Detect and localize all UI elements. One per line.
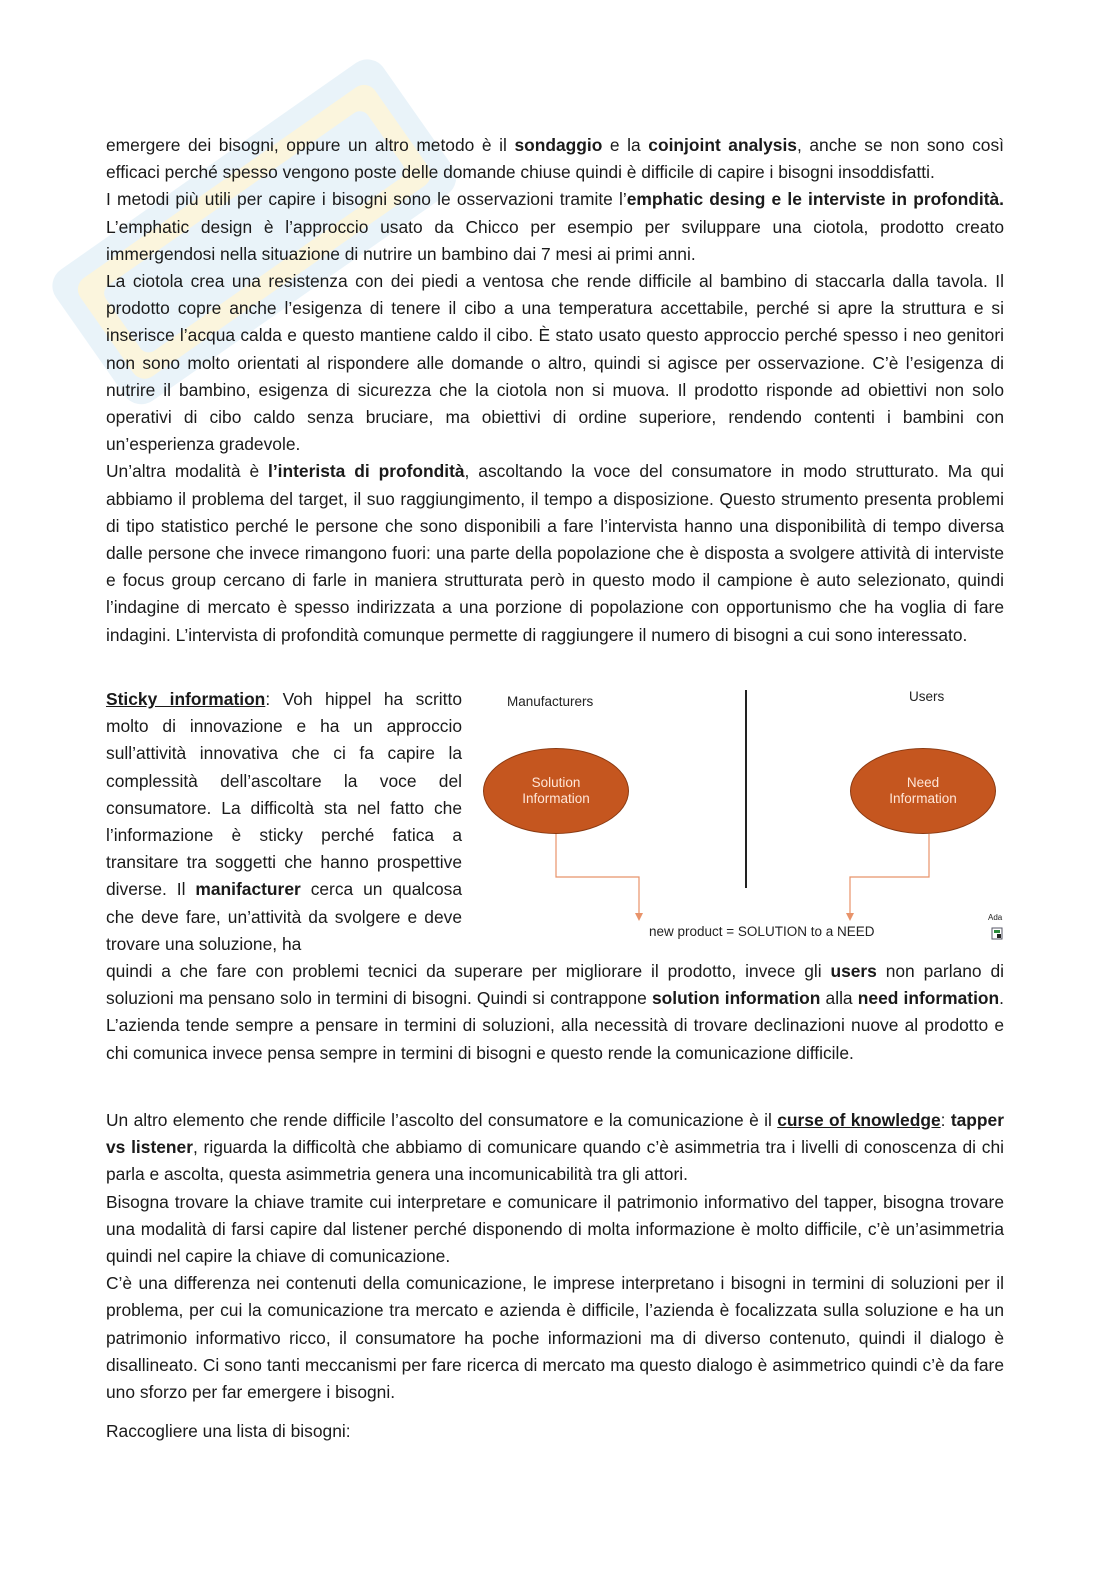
text-run: : Voh hippel ha scritto molto di innovazione e ha un approccio sull’attività innovativa che ci fa capire la complessità dell’ascoltare la voce del consumatore. La difficoltà sta nel fatto che l’informazione è sticky perché fatica a transitare tra soggetti che hanno prospettive diverse. Il	[106, 689, 462, 900]
bold-term-solution-information: solution information	[651, 988, 821, 1009]
text-run: non parlano di soluzioni ma pensano solo in termini di bisogni. Quindi si contrappone	[106, 961, 1004, 1009]
bold-term-interview: l’interista di profondità	[268, 461, 465, 482]
users-label: Users	[909, 689, 945, 704]
paragraph-methods	[106, 132, 1004, 186]
paragraph-users-solutions	[106, 958, 1004, 1067]
paragraph-curse-of-knowledge	[106, 1107, 1004, 1189]
text-run: quindi a che fare con problemi tecnici da superare per migliorare il prodotto, invece gli	[106, 961, 831, 981]
text-run: e la	[602, 135, 649, 155]
curse-of-knowledge-term: curse of knowledge	[777, 1110, 941, 1130]
paragraph-tapper: Bisogna trovare la chiave tramite cui interpretare e comunicare il patrimonio informativo del tapper, bisogna trovare una modalità di farsi capire dal listener perché disponendo di molta informazione è molto difficile, c’è un’asimmetria quindi nel capire la chiave di comunicazione.	[106, 1191, 1004, 1267]
text-run: Un altro elemento che rende difficile l’ascolto del consumatore e la comunicazione è il	[106, 1110, 778, 1130]
need-information-ellipse	[850, 748, 996, 834]
need-arrow	[850, 834, 929, 917]
bold-term-tapper-listener: tapper vs listener	[106, 1110, 1004, 1158]
body-text-middle	[106, 958, 1004, 1067]
corner-label: Ada	[988, 913, 1003, 922]
sticky-information-heading: Sticky information	[106, 689, 266, 709]
text-run: emergere dei bisogni, oppure un altro metodo è il	[106, 135, 515, 155]
paragraph-emphatic-design	[106, 186, 1004, 268]
bold-term-conjoint: coinjoint analysis	[648, 135, 797, 155]
text-run: , riguarda la difficoltà che abbiamo di comunicare quando c’è asimmetria tra i livelli di conoscenza di chi parla e ascolta, questa asimmetria genera una incomunicabilità tra gli attori.	[106, 1137, 1004, 1185]
arrow-head-right	[846, 913, 854, 921]
manufacturers-label: Manufacturers	[507, 694, 594, 709]
body-text-curse	[106, 1107, 1004, 1406]
paragraph-communication: C’è una differenza nei contenuti della comunicazione, le imprese interpretano i bisogni in termini di soluzioni per il problema, per cui la comunicazione tra mercato e azienda è difficile, l’azienda è focalizzata sulla soluzione e ha un patrimonio informativo ricco, il consumatore ha poche informazioni ma di diverso contenuto, quindi il dialogo è disallineato. Ci sono tanti meccanismi per fare ricerca di mercato ma questo dialogo è asimmetrico quindi c’è da fare uno sforzo per far emergere i bisogni.	[106, 1273, 1004, 1403]
body-text-bottom	[106, 1418, 1004, 1445]
paragraph-ciotola: La ciotola crea una resistenza con dei piedi a ventosa che rende difficile al bambino di staccarla dalla tavola. Il prodotto copre anche l’esigenza di tenere il cibo a una temperatura accettabile, perché si apre la struttura e si inserisce l’acqua calda e questo mantiene caldo il cibo. È stato usato questo approccio perché spesso i neo genitori non sono molto orientati al rispondere alle domande o altro, quindi si agisce per osservazione. C’è l’esigenza di nutrire il bambino, esigenza di sicurezza che la ciotola non si muova. Il prodotto risponde ad obiettivi non solo operativi di cibo caldo senza bruciare, ma obiettivi di ordine superiore, rendendo contenti i bambini con un’esperienza gradevole.	[106, 271, 1004, 455]
text-run: L’emphatic design è l’approccio usato da Chicco per esempio per sviluppare una ciotola, prodotto creato immergendosi nella situazione di nutrire un bambino dai 7 mesi ai primi anni.	[106, 216, 1004, 264]
bold-term-emphatic: emphatic desing e le interviste in profondità.	[626, 189, 1004, 210]
text-run: alla	[820, 988, 858, 1009]
text-run: cerca un qualcosa che deve fare, un’attività da svolgere e deve trovare una soluzione, ha	[106, 879, 462, 954]
text-run: Un’altra modalità è	[106, 461, 269, 482]
paragraph-interview	[106, 458, 1004, 648]
bold-term-users: users	[830, 961, 877, 981]
bold-term-need-information: need information	[857, 988, 1000, 1009]
text-run: :	[940, 1110, 951, 1130]
small-image-icon	[992, 928, 1002, 939]
solution-information-label: Solution Information	[522, 775, 590, 806]
body-text-top	[106, 132, 1004, 649]
solution-arrow	[556, 834, 639, 917]
bold-term-sondaggio: sondaggio	[514, 135, 603, 155]
text-run: . L’azienda tende sempre a pensare in termini di soluzioni, alla necessità di trovare declinazioni nuove al prodotto e chi comunica invece pensa sempre in termini di bisogni e questo rende la comunicazione difficile.	[106, 988, 1005, 1063]
sticky-information-diagram	[470, 682, 1010, 952]
bold-term-manufacturer: manifacturer	[195, 879, 301, 900]
arrow-head-left	[635, 913, 643, 921]
diagram-caption: new product = SOLUTION to a NEED	[649, 924, 875, 939]
paragraph-needs-list: Raccogliere una lista di bisogni:	[106, 1421, 351, 1441]
text-run: , anche se non sono così efficaci perché spesso vengono poste delle domande chiuse quindi è difficile di capire i bisogni insoddisfatti.	[106, 135, 1004, 183]
solution-information-ellipse	[483, 748, 629, 834]
text-run: I metodi più utili per capire i bisogni sono le osservazioni tramite l’	[106, 189, 627, 210]
sticky-information-text	[106, 686, 462, 958]
text-run: , ascoltando la voce del consumatore in modo strutturato. Ma qui abbiamo il problema del target, il suo raggiungimento, il tempo a disposizione. Questo strumento presenta problemi di tipo statistico perché le persone che sono disponibili a fare l’intervista hanno una disponibilità di tempo diversa dalle persone che invece rimangono fuori: una parte della popolazione che è disposta a svolgere attività di interviste e focus group cercano di farle in maniera strutturata però in questo modo il campione è auto selezionato, quindi l’indagine di mercato è spesso indirizzata a una porzione di popolazione con opportunismo che ha voglia di fare indagini. L’intervista di profondità comunque permette di raggiungere il numero di bisogni a cui sono interessato.	[106, 461, 1004, 645]
need-information-label: Need Information	[889, 775, 957, 806]
